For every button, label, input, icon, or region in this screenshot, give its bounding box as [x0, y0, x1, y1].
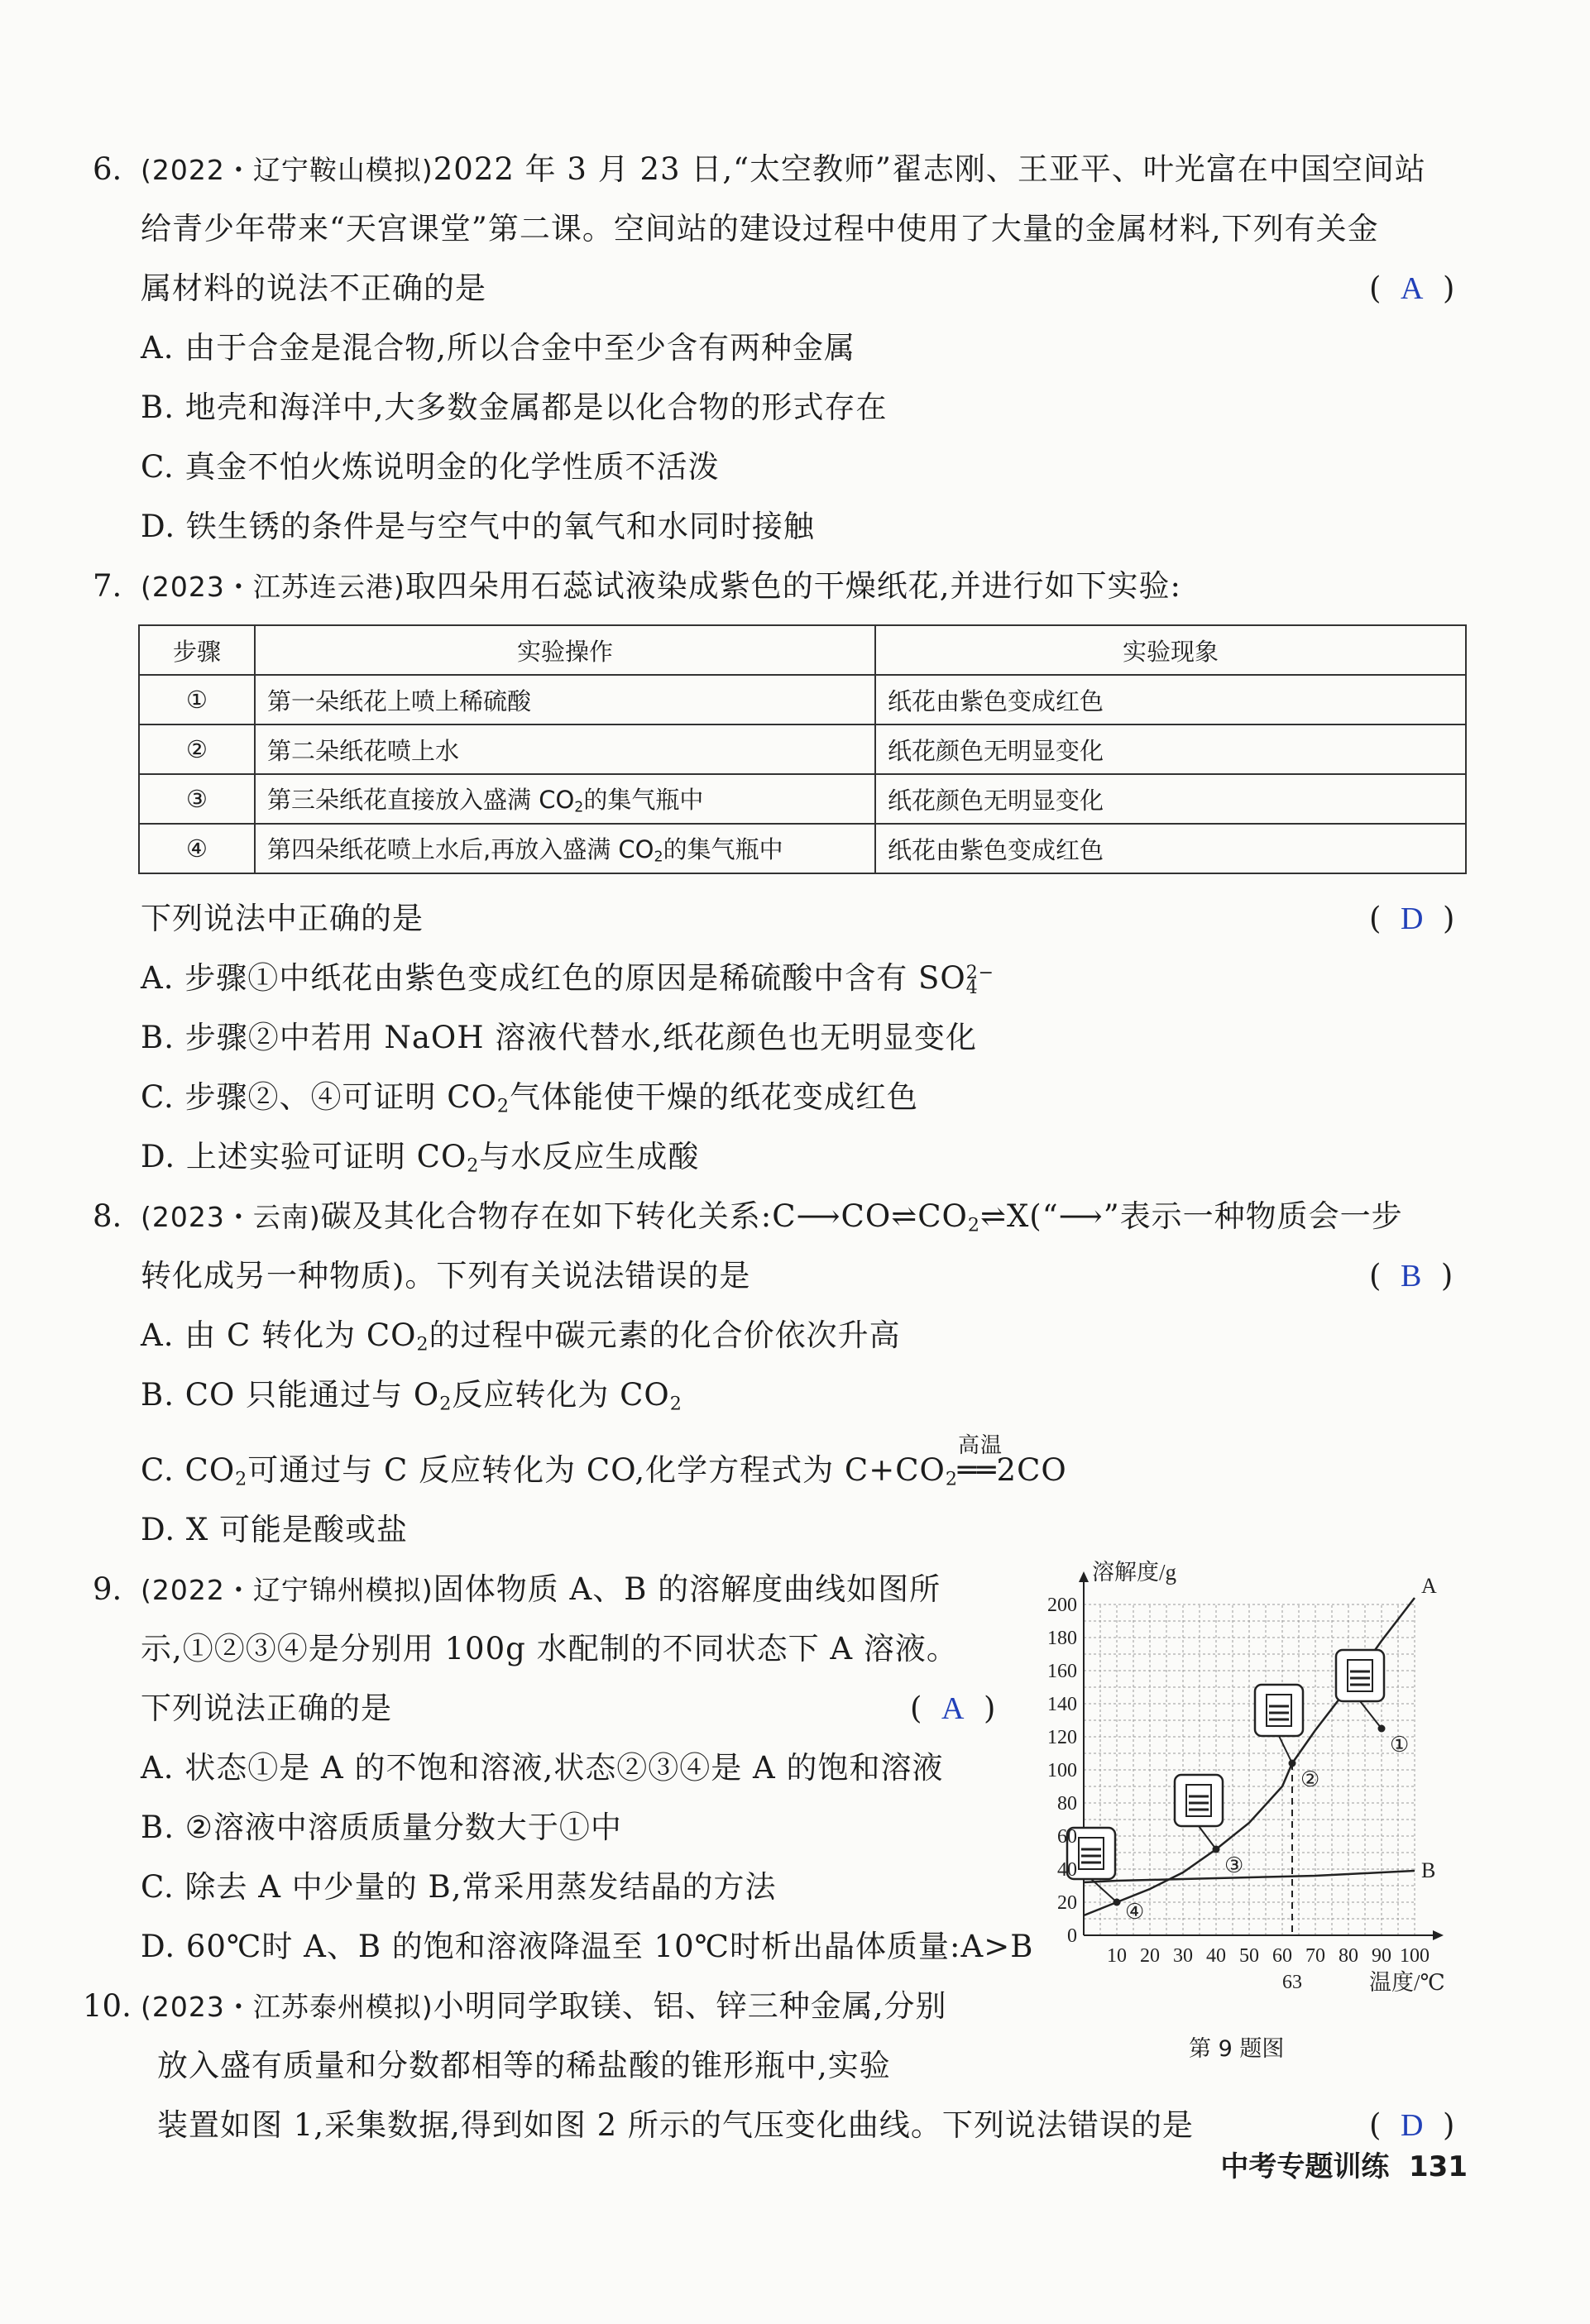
table-cell-step: ④ [139, 824, 255, 873]
q6-option-b: B. 地壳和海洋中,大多数金属都是以化合物的形式存在 [141, 390, 888, 425]
q8-number: 8. [93, 1198, 122, 1234]
table-header: 实验操作 [255, 625, 875, 675]
table-cell-result: 纸花由紫色变成红色 [875, 824, 1466, 873]
x-tick-label: 40 [1206, 1945, 1226, 1967]
q7-text: 取四朵用石蕊试液染成紫色的干燥纸花,并进行如下实验: [405, 568, 1181, 604]
y-tick-label: 200 [1047, 1595, 1077, 1616]
q6-answer: ( A ) [1369, 270, 1455, 306]
state-label: ② [1300, 1767, 1320, 1791]
q9-option-a: A. 状态①是 A 的不饱和溶液,状态②③④是 A 的饱和溶液 [141, 1750, 944, 1786]
beaker-callout [1255, 1685, 1303, 1736]
q6-line1 [141, 151, 1426, 189]
chart-labels [1047, 1560, 1445, 1995]
table-cell-result: 纸花颜色无明显变化 [875, 724, 1466, 774]
x-tick-label: 70 [1305, 1945, 1325, 1967]
table-header: 实验现象 [875, 625, 1466, 675]
page-number: 131 [1409, 2150, 1468, 2183]
table-cell-step: ③ [139, 774, 255, 824]
q6-option-d: D. 铁生锈的条件是与空气中的氧气和水同时接触 [141, 509, 815, 544]
extra-tick-label: 63 [1282, 1972, 1302, 1993]
x-tick-label: 80 [1339, 1945, 1358, 1967]
beaker-pointer [1360, 1701, 1382, 1729]
table-cell-step: ② [139, 724, 255, 774]
table-cell-op: 第二朵纸花喷上水 [255, 724, 875, 774]
table-cell-op: 第一朵纸花上喷上稀硫酸 [255, 675, 875, 724]
q8-answer: ( B ) [1369, 1258, 1454, 1294]
q8-option-b: B. CO 只能通过与 $O_2$反应转化为 $CO_2$ [141, 1377, 682, 1415]
q9-line1: (2022・辽宁锦州模拟)固体物质 A、B 的溶解度曲线如图所 [141, 1571, 941, 1607]
table-row [139, 675, 1466, 724]
q7-answer: ( D ) [1369, 901, 1455, 936]
solubility-chart [1026, 1555, 1456, 2018]
q10-line2: 放入盛有质量和分数都相等的稀盐酸的锥形瓶中,实验 [157, 2048, 891, 2083]
table-header-row [139, 625, 1466, 675]
q9-number: 9. [93, 1571, 122, 1607]
q6-line3: 属材料的说法不正确的是 [141, 270, 486, 306]
q6-option-c: C. 真金不怕火炼说明金的化学性质不活泼 [141, 449, 720, 485]
q7-source: (2023・江苏连云港) [141, 571, 405, 603]
y-tick-label: 180 [1047, 1628, 1077, 1649]
beaker-callout [1336, 1650, 1384, 1701]
x-axis-label: 温度/℃ [1369, 1970, 1445, 1995]
x-tick-label: 60 [1272, 1945, 1292, 1967]
q7-stem: 下列说法中正确的是 [141, 901, 424, 936]
y-tick-label: 40 [1057, 1859, 1077, 1881]
table-row [139, 774, 1466, 824]
beaker-pointer [1199, 1826, 1216, 1849]
q9-line2: 示,①②③④是分别用 100g 水配制的不同状态下 A 溶液。 [141, 1631, 958, 1666]
series-label-A: A [1421, 1574, 1437, 1598]
beaker-pointer [1279, 1736, 1292, 1763]
y-tick-label: 160 [1047, 1661, 1077, 1682]
q6-option-a: A. 由于合金是混合物,所以合金中至少含有两种金属 [141, 330, 856, 366]
y-tick-label: 60 [1057, 1826, 1077, 1848]
x-tick-label: 90 [1372, 1945, 1391, 1967]
table-cell-op: 第四朵纸花喷上水后,再放入盛满 $CO_2$的集气瓶中 [255, 824, 875, 873]
q6-number: 6. [93, 151, 122, 187]
series-label-B: B [1421, 1858, 1436, 1882]
experiment-table [138, 624, 1467, 874]
y-tick-label: 80 [1057, 1793, 1077, 1815]
y-tick-label: 120 [1047, 1727, 1077, 1748]
q6-text: 2022 年 3 月 23 日,“太空教师”翟志刚、王亚平、叶光富在中国空间站 [433, 151, 1426, 187]
q7-number: 7. [93, 568, 122, 604]
state-label: ③ [1224, 1853, 1244, 1877]
q8-line1: (2023・云南)碳及其化合物存在如下转化关系$:C⟶CO\rightleftharpoons CO_2\rightleftharpoons X(“⟶$”表示一种物质会一步 [141, 1198, 1403, 1236]
reaction-condition: 高温 ══ [957, 1433, 1003, 1488]
q10-source: (2023・江苏泰州模拟) [141, 1991, 433, 2023]
q6-line2: 给青少年带来“天宫课堂”第二课。空间站的建设过程中使用了大量的金属材料,下列有关金 [141, 211, 1379, 246]
q8-line2: 转化成另一种物质)。下列有关说法错误的是 [141, 1258, 751, 1294]
q7-option-c: C. 步骤②、④可证明 $CO_2$气体能使干燥的纸花变成红色 [141, 1079, 919, 1117]
q9-option-d: D. 60℃时 A、B 的饱和溶液降温至 10℃时析出晶体质量:A>B [141, 1929, 1034, 1964]
y-axis-label: 溶解度/g [1092, 1560, 1177, 1585]
beaker-pointer [1091, 1879, 1117, 1902]
q7-option-b: B. 步骤②中若用 NaOH 溶液代替水,纸花颜色也无明显变化 [141, 1020, 978, 1055]
q8-option-d: D. X 可能是酸或盐 [141, 1512, 408, 1547]
table-cell-result: 纸花颜色无明显变化 [875, 774, 1466, 824]
q9-answer: ( A ) [910, 1690, 996, 1726]
x-tick-label: 30 [1173, 1945, 1193, 1967]
q8-source: (2023・云南) [141, 1201, 321, 1233]
q10-answer: ( D ) [1369, 2107, 1455, 2143]
q8-option-a: A. 由 C 转化为 $CO_2$的过程中碳元素的化合价依次升高 [141, 1317, 901, 1356]
q9-source: (2022・辽宁锦州模拟) [141, 1574, 433, 1606]
y-tick-label: 20 [1057, 1892, 1077, 1914]
q10-number: 10. [83, 1988, 132, 2024]
state-label: ④ [1125, 1900, 1145, 1924]
q9-stem: 下列说法正确的是 [141, 1690, 392, 1726]
beaker-callout [1175, 1775, 1223, 1826]
y-axis-arrow [1079, 1571, 1089, 1582]
page-footer [1220, 2144, 1468, 2184]
q10-line1: (2023・江苏泰州模拟)小明同学取镁、铝、锌三种金属,分别 [141, 1988, 947, 2024]
y-tick-label: 0 [1067, 1925, 1077, 1947]
table-cell-step: ① [139, 675, 255, 724]
table-row [139, 824, 1466, 873]
table-header: 步骤 [139, 625, 255, 675]
chart-series [1084, 1574, 1437, 1915]
q9-option-c: C. 除去 A 中少量的 B,常采用蒸发结晶的方法 [141, 1869, 777, 1905]
x-tick-label: 100 [1400, 1945, 1430, 1967]
footer-title: 中考专题训练 [1220, 2150, 1390, 2183]
q6-source: (2022・辽宁鞍山模拟) [141, 154, 433, 186]
figure-caption: 第 9 题图 [1189, 2036, 1285, 2062]
table-cell-op: 第三朵纸花直接放入盛满 $CO_2$的集气瓶中 [255, 774, 875, 824]
table-row [139, 724, 1466, 774]
table-cell-result: 纸花由紫色变成红色 [875, 675, 1466, 724]
q10-line3: 装置如图 1,采集数据,得到如图 2 所示的气压变化曲线。下列说法错误的是 [157, 2107, 1194, 2143]
q8-option-c: C. $CO_2$可通过与 C 反应转化为 CO,化学方程式为 $C+CO_2$ 高温 ══2CO [141, 1433, 1067, 1490]
x-axis-arrow [1433, 1930, 1444, 1940]
state-label: ① [1390, 1733, 1410, 1757]
x-tick-label: 50 [1239, 1945, 1259, 1967]
x-tick-label: 10 [1107, 1945, 1127, 1967]
q7-option-a: A. 步骤①中纸花由紫色变成红色的原因是稀硫酸中含有 SO 2− 4 [141, 960, 995, 998]
y-tick-label: 100 [1047, 1760, 1077, 1781]
q7-option-d: D. 上述实验可证明 $CO_2$与水反应生成酸 [141, 1139, 700, 1177]
q7-line1 [141, 567, 1181, 606]
x-tick-label: 20 [1140, 1945, 1160, 1967]
q9-option-b: B. ②溶液中溶质质量分数大于①中 [141, 1810, 622, 1845]
y-tick-label: 140 [1047, 1694, 1077, 1715]
